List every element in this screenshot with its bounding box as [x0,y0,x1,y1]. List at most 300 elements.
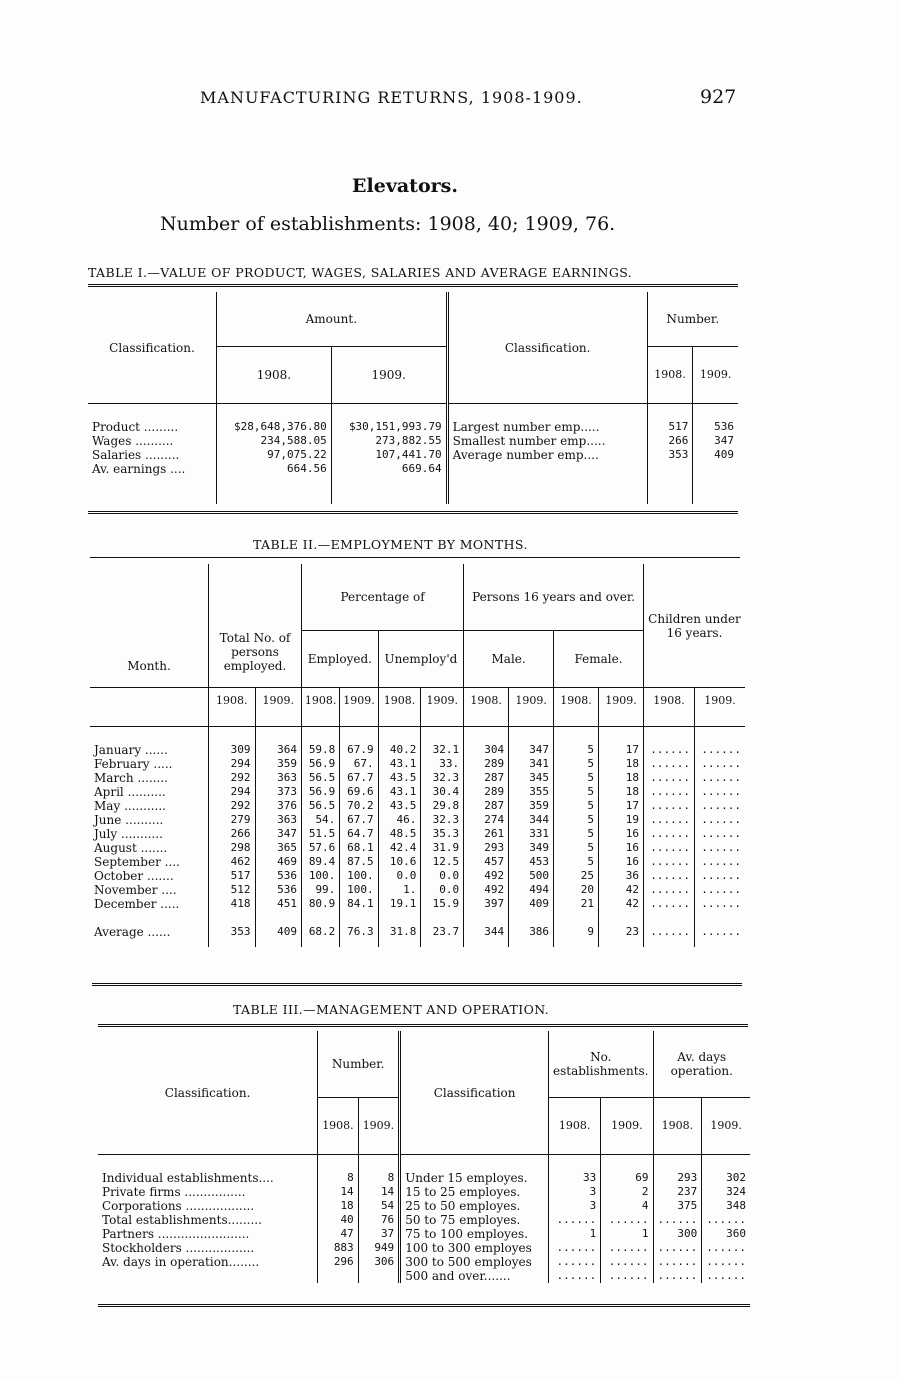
document-title: Elevators. [352,175,458,197]
t2-value: 347 [255,827,302,841]
t3-header-estab: No. establishments. [549,1031,653,1098]
t2-value: 293 [464,841,509,855]
table-row [88,448,738,462]
table1-caption: TABLE I.—VALUE OF PRODUCT, WAGES, SALARIES AND AVERAGE EARNINGS. [88,265,633,280]
table-row [88,490,738,504]
t1-row-label-2: Largest number emp..... [447,420,647,434]
t1-row-label-2: Average number emp.... [447,448,647,462]
t1-header-1908: 1908. [217,347,332,404]
t2-value: 469 [255,855,302,869]
t2-value: 32.3 [421,813,464,827]
t3-row-days-1908: 237 [653,1185,702,1199]
t2-value: 365 [255,841,302,855]
t2-value: 57.6 [302,841,340,855]
t2-value: 344 [509,813,554,827]
t2-value: ...... [643,827,694,841]
t2-value: 56.5 [302,799,340,813]
table-row [90,743,745,757]
t3-row-size-label: 100 to 300 employes [400,1241,549,1255]
t2-value: 347 [509,743,554,757]
t2-value: 100. [302,869,340,883]
t1-header-classification: Classification. [88,292,217,404]
t3-row-estab-1908: ...... [549,1213,601,1227]
t1-spacer [88,404,738,421]
running-title: MANUFACTURING RETURNS, 1908-1909. [200,88,583,107]
t3-row-days-1908: 293 [653,1171,702,1185]
t3-row-size-label: 500 and over....... [400,1269,549,1283]
table-row [98,1241,750,1255]
t2-header-total: Total No. of persons employed. [209,564,302,688]
t1-row-1908: 97,075.22 [217,448,332,462]
t3-row-days-1908: 375 [653,1199,702,1213]
t2-value: 517 [209,869,256,883]
t2-value: 15.9 [421,897,464,911]
t2-value: 33. [421,757,464,771]
t2-value: 341 [509,757,554,771]
t2-value: 67.9 [340,743,378,757]
t3-row-days-1908: ...... [653,1269,702,1283]
t3-row-num-1908: 883 [318,1241,359,1255]
t2-spacer [90,727,745,744]
t2-value: 5 [554,841,599,855]
t2-value: 36 [599,869,644,883]
t2-value: ...... [701,757,741,770]
t2-month-label: January ...... [90,743,209,757]
empty-cell [318,1269,359,1283]
t3-row-days-1909: 324 [726,1185,746,1198]
t2-year-1909: 1909. [694,688,745,727]
t2-value: ...... [643,841,694,855]
table3-top-rule [98,1024,748,1027]
t3-row-estab-1908: 33 [549,1171,601,1185]
empty-cell [90,688,209,727]
t1-row-1908: 664.56 [217,462,332,476]
t2-value: 355 [509,785,554,799]
t2-value: 42 [599,883,644,897]
t2-value: 287 [464,771,509,785]
t3-row-days-1909: 348 [726,1199,746,1212]
t2-header-unemployed: Unemploy'd [378,631,464,688]
t3-row-days-1908: ...... [653,1213,702,1227]
t2-value: 48.5 [378,827,421,841]
t3-row-label: Stockholders .................. [98,1241,318,1255]
t2-value: 5 [554,813,599,827]
t2-value: 373 [255,785,302,799]
t2-value: 289 [464,785,509,799]
t2-value: 35.3 [421,827,464,841]
t3-row-days-1909: ...... [706,1213,746,1226]
table-row [90,799,745,813]
t1-row-num-1908: 517 [647,420,693,434]
t3-row-num-1908: 18 [318,1199,359,1213]
t2-month-label: March ........ [90,771,209,785]
t3-row-label: Total establishments......... [98,1213,318,1227]
t2-value: 500 [509,869,554,883]
t2-value: ...... [701,813,741,826]
t2-value: 294 [209,785,256,799]
t2-value: ...... [701,743,741,756]
t2-value: ...... [643,855,694,869]
t2-value: 292 [209,771,256,785]
t2-value: 353 [209,911,256,947]
t2-value: ...... [701,883,741,896]
t2-value: 9 [554,911,599,947]
t3-row-days-1909: ...... [706,1241,746,1254]
table-row [98,1199,750,1213]
t2-value: 0.0 [378,869,421,883]
t3-header-classification: Classification. [98,1031,318,1155]
table1-value-of-product [88,292,738,504]
t2-value: 23.7 [421,911,464,947]
t2-header-percentage: Percentage of [302,564,464,631]
t2-value: 10.6 [378,855,421,869]
t2-value: 386 [509,911,554,947]
t2-value: 67.7 [340,771,378,785]
t2-value: ...... [643,757,694,771]
table-row [98,1185,750,1199]
t2-value: 289 [464,757,509,771]
t2-value: 76.3 [340,911,378,947]
t2-value: 99. [302,883,340,897]
t3-row-label: Individual establishments.... [98,1171,318,1185]
t2-month-label: May ........... [90,799,209,813]
t3-row-estab-1908: ...... [549,1241,601,1255]
table-row [90,757,745,771]
t1-row-1909: $30,151,993.79 [331,420,447,434]
table3-management-and-operation [98,1031,750,1283]
table3-caption: TABLE III.—MANAGEMENT AND OPERATION. [233,1002,550,1017]
t2-value: 331 [509,827,554,841]
t3-row-num-1909: 37 [358,1227,400,1241]
t2-value: 54. [302,813,340,827]
t2-header-persons16: Persons 16 years and over. [464,564,644,631]
t2-value: 309 [209,743,256,757]
t2-value: 457 [464,855,509,869]
t2-value: 363 [255,771,302,785]
t2-value: 274 [464,813,509,827]
t2-value: 43.1 [378,785,421,799]
t3-row-days-1909: 360 [726,1227,746,1240]
t1-row-1909: 669.64 [331,462,447,476]
t3-row-size-label: 300 to 500 employes [400,1255,549,1269]
t3-row-days-1908: ...... [653,1255,702,1269]
t2-value: 87.5 [340,855,378,869]
t2-value: 492 [464,869,509,883]
table-row [90,869,745,883]
t2-value: 30.4 [421,785,464,799]
t2-header-male: Male. [464,631,554,688]
t3-row-label: Partners ........................ [98,1227,318,1241]
t1-header-amount: Amount. [217,292,448,347]
t3-row-days-1909: ...... [706,1255,746,1268]
t2-value: ...... [701,855,741,868]
t2-header-children: Children under 16 years. [643,564,745,688]
t3-row-size-label: Under 15 employes. [400,1171,549,1185]
t2-value: 536 [255,869,302,883]
t2-value: 1. [378,883,421,897]
t2-value: 345 [509,771,554,785]
t2-value: 67.7 [340,813,378,827]
t2-value: 5 [554,743,599,757]
t2-value: ...... [701,869,741,882]
t2-header-month: Month. [90,564,209,688]
t2-value: ...... [643,799,694,813]
t2-value: 5 [554,757,599,771]
t1-row-label: Wages .......... [88,434,217,448]
t3-row-num-1909: 54 [358,1199,400,1213]
t2-value: 42 [599,897,644,911]
t2-value: 68.1 [340,841,378,855]
table-row [98,1213,750,1227]
table-row [98,1227,750,1241]
table-row [88,476,738,490]
t3-row-estab-1909: ...... [601,1269,653,1283]
t3-row-size-label: 50 to 75 employes. [400,1213,549,1227]
empty-cell [693,462,738,476]
t2-year-row [90,688,745,727]
t2-value: 494 [509,883,554,897]
t2-value: 40.2 [378,743,421,757]
table2-employment-by-months [90,564,745,947]
t2-value: 0.0 [421,869,464,883]
table-row [98,1255,750,1269]
t2-value: 18 [599,757,644,771]
t2-value: 462 [209,855,256,869]
t2-value: 80.9 [302,897,340,911]
t3-row-num-1908: 14 [318,1185,359,1199]
t2-value: ...... [643,897,694,911]
t2-value: 20 [554,883,599,897]
t2-month-label: Average ...... [90,911,209,947]
t2-value: ...... [701,799,741,812]
t2-value: 279 [209,813,256,827]
t3-row-num-1908: 296 [318,1255,359,1269]
t2-value: 5 [554,827,599,841]
empty-cell [447,476,647,490]
t2-year-1908: 1908. [643,688,694,727]
t2-value: 43.5 [378,771,421,785]
table-row [90,883,745,897]
t2-value: 56.5 [302,771,340,785]
t2-value: 5 [554,771,599,785]
t1-row-num-1909: 409 [714,448,734,461]
empty-cell [447,462,647,476]
t2-value: 31.9 [421,841,464,855]
t1-row-1909: 273,882.55 [331,434,447,448]
table-row [90,827,745,841]
t2-value: 364 [255,743,302,757]
t3-row-estab-1909: 1 [601,1227,653,1241]
t2-value: 51.5 [302,827,340,841]
t3-row-num-1909: 949 [358,1241,400,1255]
t2-value: 25 [554,869,599,883]
t2-value: 344 [464,911,509,947]
t2-value: 5 [554,799,599,813]
t2-value: 453 [509,855,554,869]
table-row [98,1269,750,1283]
t3-row-estab-1909: ...... [601,1241,653,1255]
t2-value: 67. [340,757,378,771]
t1-row-num-1908: 353 [647,448,693,462]
t2-year-1909: 1909. [599,688,644,727]
t2-value: ...... [643,883,694,897]
table-row [90,785,745,799]
table2-top-rule [90,557,740,558]
empty-cell [647,490,693,504]
t2-value: ...... [643,785,694,799]
table1-bottom-rule [88,511,738,514]
empty-cell [647,462,693,476]
t1-header-1909: 1909. [331,347,447,404]
table-row [90,813,745,827]
t2-value: ...... [701,925,741,938]
t2-year-1909: 1909. [340,688,378,727]
t3-row-size-label: 15 to 25 employes. [400,1185,549,1199]
t2-value: 19.1 [378,897,421,911]
table-row [90,855,745,869]
t2-month-label: June .......... [90,813,209,827]
t2-value: 349 [509,841,554,855]
t2-value: 418 [209,897,256,911]
t2-year-1908: 1908. [554,688,599,727]
t2-value: 31.8 [378,911,421,947]
t3-header-days-1909: 1909. [702,1098,750,1155]
t1-row-label: Av. earnings .... [88,462,217,476]
t1-row-label-2: Smallest number emp..... [447,434,647,448]
t3-row-estab-1909: 69 [601,1171,653,1185]
t2-value: 89.4 [302,855,340,869]
t2-value: 70.2 [340,799,378,813]
t3-row-estab-1908: 3 [549,1185,601,1199]
t2-month-label: April .......... [90,785,209,799]
t3-row-size-label: 25 to 50 employes. [400,1199,549,1213]
t1-header-number: Number. [647,292,738,347]
t2-value: 5 [554,855,599,869]
t1-header-num-1909: 1909. [693,347,738,404]
t2-value: 12.5 [421,855,464,869]
t3-row-label: Private firms ................ [98,1185,318,1199]
table2-bottom-rule [92,983,742,986]
t3-header-days-1908: 1908. [653,1098,702,1155]
empty-cell [693,476,738,490]
t3-row-estab-1908: ...... [549,1255,601,1269]
t2-year-1909: 1909. [509,688,554,727]
t1-header-num-1908: 1908. [647,347,693,404]
t2-value: 287 [464,799,509,813]
t2-month-label: September .... [90,855,209,869]
t2-value: 21 [554,897,599,911]
t3-row-num-1909: 306 [358,1255,400,1269]
t2-value: 16 [599,827,644,841]
empty-cell [98,1269,318,1283]
t2-value: 29.8 [421,799,464,813]
t3-header-avdays: Av. days operation. [653,1031,750,1098]
t2-value: 409 [255,911,302,947]
t3-row-num-1909: 14 [358,1185,400,1199]
t3-header-estab-1909: 1909. [601,1098,653,1155]
t3-row-num-1908: 47 [318,1227,359,1241]
t2-value: 18 [599,785,644,799]
t2-value: 56.9 [302,785,340,799]
t3-row-label: Corporations .................. [98,1199,318,1213]
t2-value: 32.1 [421,743,464,757]
t1-row-num-1909: 536 [714,420,734,433]
t2-value: 16 [599,841,644,855]
t3-header-classification-2: Classification [400,1031,549,1155]
t2-value: 304 [464,743,509,757]
table-row [90,841,745,855]
t3-spacer [98,1155,750,1172]
t3-row-num-1908: 40 [318,1213,359,1227]
t3-header-number: Number. [318,1031,400,1098]
t3-row-estab-1909: ...... [601,1213,653,1227]
t3-row-estab-1909: 4 [601,1199,653,1213]
t2-value: 69.6 [340,785,378,799]
t2-month-label: August ....... [90,841,209,855]
t3-row-estab-1908: 3 [549,1199,601,1213]
empty-cell [647,476,693,490]
t2-year-1908: 1908. [464,688,509,727]
t3-header-num-1909: 1909. [358,1098,400,1155]
t3-row-label: Av. days in operation........ [98,1255,318,1269]
t2-value: 266 [209,827,256,841]
t2-value: 19 [599,813,644,827]
t2-value: 409 [509,897,554,911]
table-row [88,462,738,476]
t2-value: 43.1 [378,757,421,771]
t2-average-row [90,911,745,947]
t2-value: 59.8 [302,743,340,757]
t3-row-days-1909: ...... [706,1269,746,1282]
t3-row-num-1909: 8 [358,1171,400,1185]
table-row [90,897,745,911]
t2-value: ...... [701,785,741,798]
t3-row-estab-1908: 1 [549,1227,601,1241]
t2-year-1908: 1908. [378,688,421,727]
t2-value: ...... [643,911,694,947]
t2-value: 17 [599,743,644,757]
empty-cell [693,490,738,504]
table1-top-rule [88,284,738,287]
t1-row-num-1909: 347 [714,434,734,447]
t2-year-1908: 1908. [209,688,256,727]
t2-value: ...... [701,841,741,854]
t3-row-estab-1908: ...... [549,1269,601,1283]
t1-header-classification-2: Classification. [447,292,647,404]
t3-row-num-1908: 8 [318,1171,359,1185]
t3-row-estab-1909: ...... [601,1255,653,1269]
t2-value: 42.4 [378,841,421,855]
t2-month-label: October ....... [90,869,209,883]
t3-header-num-1908: 1908. [318,1098,359,1155]
t2-value: 100. [340,883,378,897]
t1-row-label: Salaries ......... [88,448,217,462]
t2-value: 298 [209,841,256,855]
t2-value: ...... [643,771,694,785]
table-row [88,420,738,434]
t2-value: 17 [599,799,644,813]
t2-month-label: July ........... [90,827,209,841]
t2-value: ...... [701,897,741,910]
t2-value: ...... [643,813,694,827]
table3-bottom-rule [98,1304,750,1307]
t2-value: 16 [599,855,644,869]
t2-value: ...... [643,869,694,883]
t1-row-1909: 107,441.70 [331,448,447,462]
t3-row-days-1908: ...... [653,1241,702,1255]
t2-value: 43.5 [378,799,421,813]
t3-row-size-label: 75 to 100 employes. [400,1227,549,1241]
